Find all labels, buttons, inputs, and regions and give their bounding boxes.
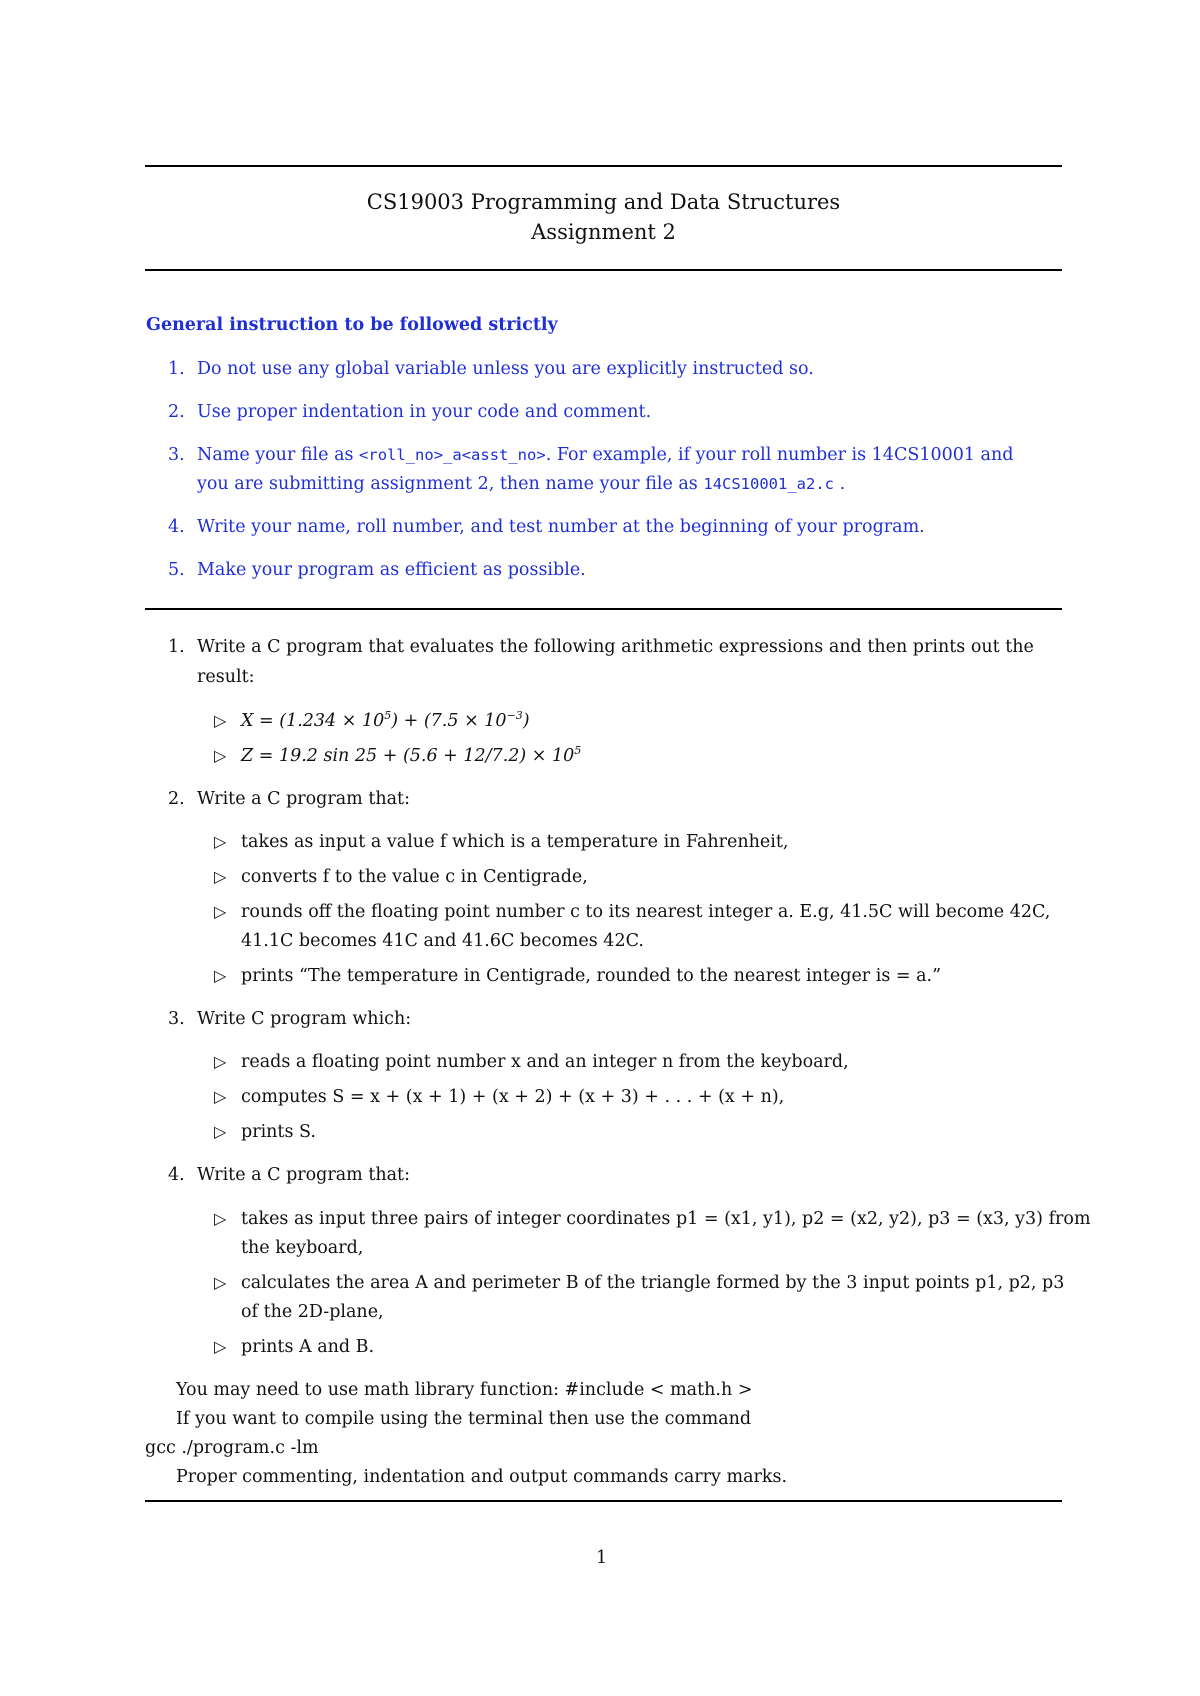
question-3-bullet: prints S. [241,1122,316,1142]
question-4-bullet-cont: the keyboard, [241,1238,364,1258]
question-1-expr-x: $X = (1.234 \times 10^5) + (7.5 \times 10^{-3})$ [241,709,530,731]
question-3-bullet: computes S = x + (x + 1) + (x + 2) + (x + 3) + . . . + (x + n), [241,1087,785,1107]
question-number: 3. [168,1009,185,1029]
instruction-3-text: Name your file as [197,445,360,465]
instruction-2: Use proper indentation in your code and comment. [197,402,652,422]
question-3-bullet: reads a floating point number x and an integer n from the keyboard, [241,1052,849,1072]
assignment-title: Assignment 2 [531,220,676,244]
instruction-3-text: . For example, if your roll number is 14CS10001 and [545,445,1014,465]
instruction-1: Do not use any global variable unless you are explicitly instructed so. [197,359,814,379]
triangle-right-icon: ▷ [214,1122,227,1141]
question-2-bullet-cont: 41.1C becomes 41C and 41.6C becomes 42C. [241,931,644,951]
instruction-number: 1. [168,359,185,379]
question-2-bullet: rounds off the floating point number c to its nearest integer a. E.g, 41.5C will become 42C, [241,902,1051,922]
triangle-right-icon: ▷ [214,1209,227,1228]
question-4-text: Write a C program that: [197,1165,410,1185]
instruction-number: 2. [168,402,185,422]
question-4-bullet: prints A and B. [241,1337,375,1357]
question-number: 4. [168,1165,185,1185]
bottom-rule [145,1500,1062,1502]
compile-note: If you want to compile using the terminal then use the command [176,1409,752,1429]
question-2-bullet: takes as input a value f which is a temperature in Fahrenheit, [241,832,789,852]
question-2-bullet: prints “The temperature in Centigrade, rounded to the nearest integer is = a.” [241,966,942,986]
question-3-text: Write C program which: [197,1009,412,1029]
header-bottom-rule [145,269,1062,271]
question-2-text: Write a C program that: [197,789,410,809]
triangle-right-icon: ▷ [214,711,227,730]
triangle-right-icon: ▷ [214,746,227,765]
instruction-3-text: . [834,474,846,494]
triangle-right-icon: ▷ [214,902,227,921]
question-4-bullet: takes as input three pairs of integer coordinates p1 = (x1, y1), p2 = (x2, y2), p3 = (x3, y3) from [241,1209,1091,1229]
instructions-heading: General instruction to be followed strictly [146,315,558,335]
instruction-4: Write your name, roll number, and test number at the beginning of your program. [197,517,925,537]
triangle-right-icon: ▷ [214,1052,227,1071]
instruction-5: Make your program as efficient as possible. [197,560,586,580]
filename-example-code: 14CS10001_a2.c [703,475,835,493]
filename-pattern-code: <roll_no>_a<asst_no> [359,446,546,464]
triangle-right-icon: ▷ [214,966,227,985]
page-number: 1 [596,1548,608,1568]
top-rule [145,165,1062,167]
instruction-number: 4. [168,517,185,537]
triangle-right-icon: ▷ [214,1087,227,1106]
instruction-3-line1 [197,442,1062,468]
math-library-note: You may need to use math library function: #include < math.h > [176,1380,753,1400]
triangle-right-icon: ▷ [214,1337,227,1356]
course-title: CS19003 Programming and Data Structures [366,190,841,214]
compile-command: gcc ./program.c -lm [145,1438,319,1458]
question-1-expr-z: Z = 19.2 $\sin 25 + (5.6 + 12/7.2) \times 10^5$ [241,744,582,766]
question-2-bullet: converts f to the value c in Centigrade, [241,867,588,887]
triangle-right-icon: ▷ [214,832,227,851]
instruction-number: 5. [168,560,185,580]
question-4-bullet: calculates the area A and perimeter B of the triangle formed by the 3 input points p1, p2, p3 [241,1273,1065,1293]
question-number: 2. [168,789,185,809]
instruction-3-text: you are submitting assignment 2, then name your file as [197,474,704,494]
question-1-text: Write a C program that evaluates the following arithmetic expressions and then prints out the [197,637,1034,657]
question-1-text: result: [197,667,255,687]
instruction-3-line2 [197,471,845,497]
triangle-right-icon: ▷ [214,867,227,886]
marks-note: Proper commenting, indentation and output commands carry marks. [176,1467,788,1487]
instruction-number: 3. [168,445,185,465]
triangle-right-icon: ▷ [214,1273,227,1292]
instructions-bottom-rule [145,608,1062,610]
question-number: 1. [168,637,185,657]
question-4-bullet-cont: of the 2D-plane, [241,1302,384,1322]
